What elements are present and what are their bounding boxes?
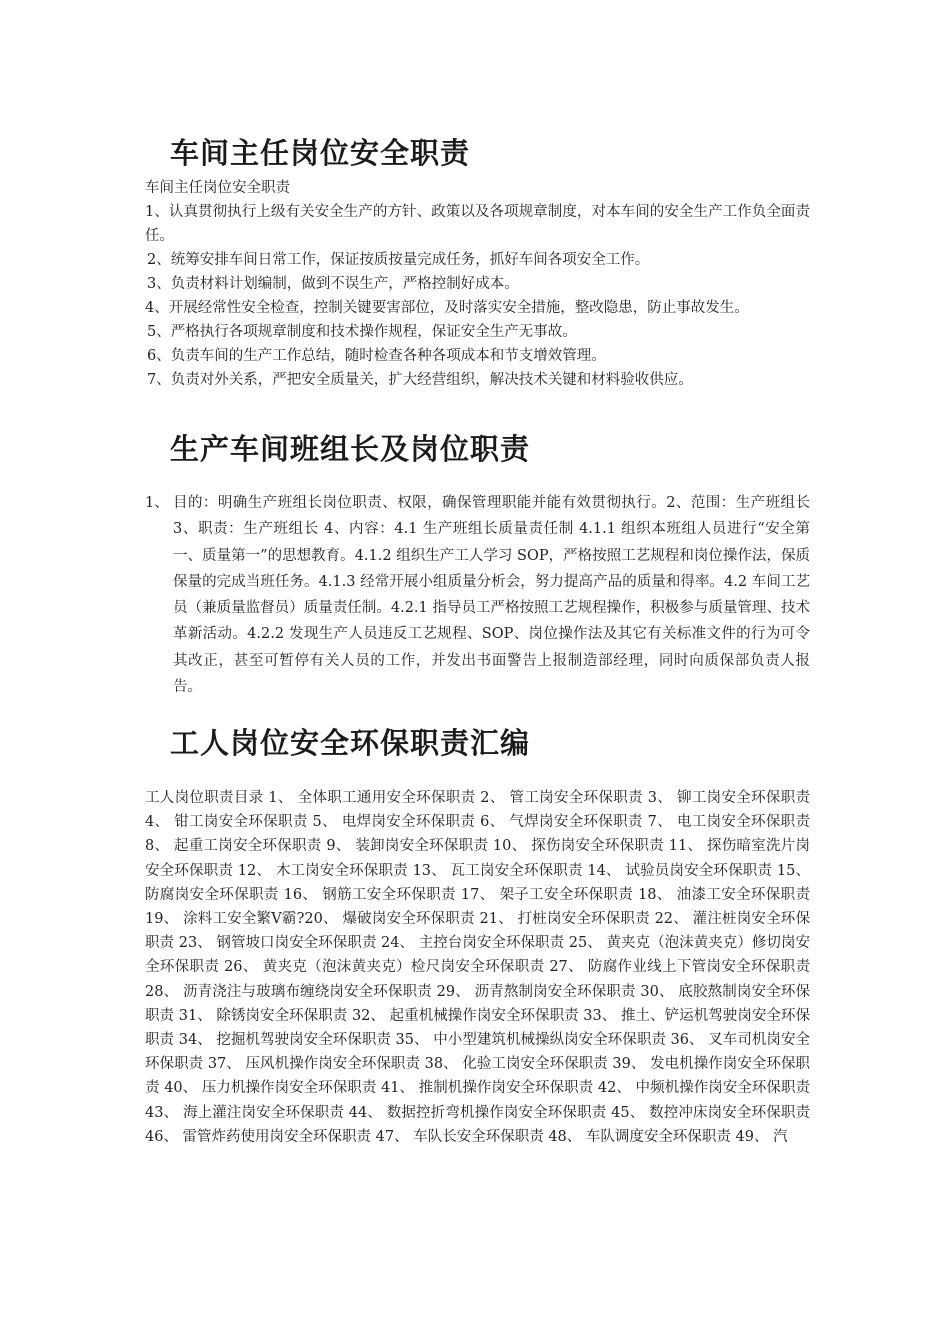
list-item: 5、严格执行各项规章制度和技术操作规程，保证安全生产无事故。 [147,324,577,340]
list-item: 3、负责材料计划编制，做到不误生产，严格控制好成本。 [147,276,519,292]
list-item: 2、统筹安排车间日常工作，保证按质按量完成任务，抓好车间各项安全工作。 [147,252,650,268]
list-number: 1、 [145,495,169,511]
section1-title: 车间主任岗位安全职责 [170,136,471,170]
list-item: 1、认真贯彻执行上级有关安全生产的方针、政策以及各项规章制度，对本车间的安全生产工作负全面责任。 [145,204,810,244]
section1-subtitle: 车间主任岗位安全职责 [145,180,290,196]
list-item: 6、负责车间的生产工作总结，随时检查各种各项成本和节支增效管理。 [147,348,606,364]
section2-paragraph: 目的：明确生产班组长岗位职责、权限，确保管理职能并能有效贯彻执行。2、范围：生产班组长 3、职责：生产班组长 4、内容：4.1 生产班组长质量责任制 4.1.1 组织本班组人员进行“安全第一、质量第一”的思想教育。4.1.2 组织生产工人学习 SOP，严格按照工艺规程和岗位操作法，保质保量的完成当班任务。4.1.3 经常开展小组质量分析会，努力提高产品的质量和得率。4.2 车间工艺员（兼质量监督员）质量责任制。4.2.1 指导员工严格按照工艺规程操作，积极参与质量管理、技术革新活动。4.2.2 发现生产人员违反工艺规程、SOP、岗位操作法及其它有关标准文件的行为可令其改正，甚至可暂停有关人员的工作，并发出书面警告上报制造部经理，同时向质保部负责人报告。 [173,495,810,696]
list-item: 7、负责对外关系，严把安全质量关，扩大经营组织，解决技术关键和材料验收供应。 [147,372,693,388]
section2-title: 生产车间班组长及岗位职责 [170,432,531,466]
list-item: 4、开展经常性安全检查，控制关键要害部位，及时落实安全措施，整改隐患，防止事故发生。 [145,300,749,316]
section2-body [145,490,810,700]
section3-paragraph: 工人岗位职责目录 1、 全体职工通用安全环保职责 2、 管工岗安全环保职责 3、 铆工岗安全环保职责 4、 钳工岗安全环保职责 5、 电焊岗安全环保职责 6、 气焊岗安全环保职责 7、 电工岗安全环保职责 8、 起重工岗安全环保职责 9、 装卸岗安全环保职责 10、 探伤岗安全环保职责 11、 探伤暗室洗片岗安全环保职责 12、 木工岗安全环保职责 13、 瓦工岗安全环保职责 14、 试验员岗安全环保职责 15、 防腐岗安全环保职责 16、 钢筋工安全环保职责 17、 架子工安全环保职责 18、 油漆工安全环保职责 19、 涂料工安全繁Ⅴ霸?20、 爆破岗安全环保职责 21、 打桩岗安全环保职责 22、 灌注桩岗安全环保职责 23、 钢管坡口岗安全环保职责 24、 主控台岗安全环保职责 25、 黄夹克（泡沫黄夹克）修切岗安全环保职责 26、 黄夹克（泡沫黄夹克）检尺岗安全环保职责 27、 防腐作业线上下管岗安全环保职责 28、 沥青浇注与玻璃布缠绕岗安全环保职责 29、 沥青熬制岗安全环保职责 30、 底胶熬制岗安全环保职责 31、 除锈岗安全环保职责 32、 起重机械操作岗安全环保职责 33、 推土、铲运机驾驶岗安全环保职责 34、 挖掘机驾驶岗安全环保职责 35、 中小型建筑机械操纵岗安全环保职责 36、 叉车司机岗安全环保职责 37、 压风机操作岗安全环保职责 38、 化验工岗安全环保职责 39、 发电机操作岗安全环保职责 40、 压力机操作岗安全环保职责 41、 推制机操作岗安全环保职责 42、 中频机操作岗安全环保职责 43、 海上灌注岗安全环保职责 44、 数据控折弯机操作岗安全环保职责 45、 数控冲床岗安全环保职责 46、 雷管炸药使用岗安全环保职责 47、 车队长安全环保职责 48、 车队调度安全环保职责 49、 汽 [145,790,810,1145]
section1-body [145,176,810,392]
section3-title: 工人岗位安全环保职责汇编 [170,726,531,760]
